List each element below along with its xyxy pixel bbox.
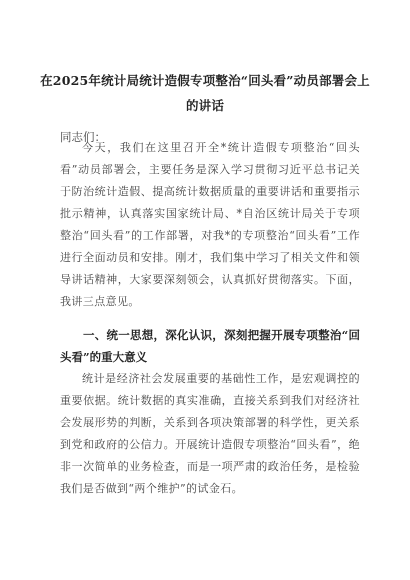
document-title: 在2025年统计局统计造假专项整治“回头看”动员部署会上的讲话 <box>40 73 370 113</box>
section-heading: 一、统一思想，深化认识，深刻把握开展专项整治“回头看”的重大意义 <box>60 328 360 364</box>
salutation: 同志们： <box>60 130 106 144</box>
body-paragraph: 今天，我们在这里召开全*统计造假专项整治“回头看”动员部署会，主要任务是深入学习贯彻习近平总书记关于防治统计造假、提高统计数据质量的重要讲话和重要指示批示精神，认真落实国家统计局、*自治区统计局关于专项整治“回头看”的工作部署，对我*的专项整治“回头看”工作进行全面动员和安排。刚才，我们集中学习了相关文件和领导讲话精神，大家要深刻领会，认真抓好贯彻落实。下面，我讲三点意见。 <box>60 141 360 308</box>
body-paragraph: 统计是经济社会发展重要的基础性工作，是宏观调控的重要依据。统计数据的真实准确，直接关系到我们对经济社会发展形势的判断，关系到各项决策部署的科学性，更关系到党和政府的公信力。开展统计造假专项整治“回头看”，绝非一次简单的业务检查，而是一项严肃的政治任务，是检验我们是否做到“两个维护”的试金石。 <box>60 372 360 495</box>
